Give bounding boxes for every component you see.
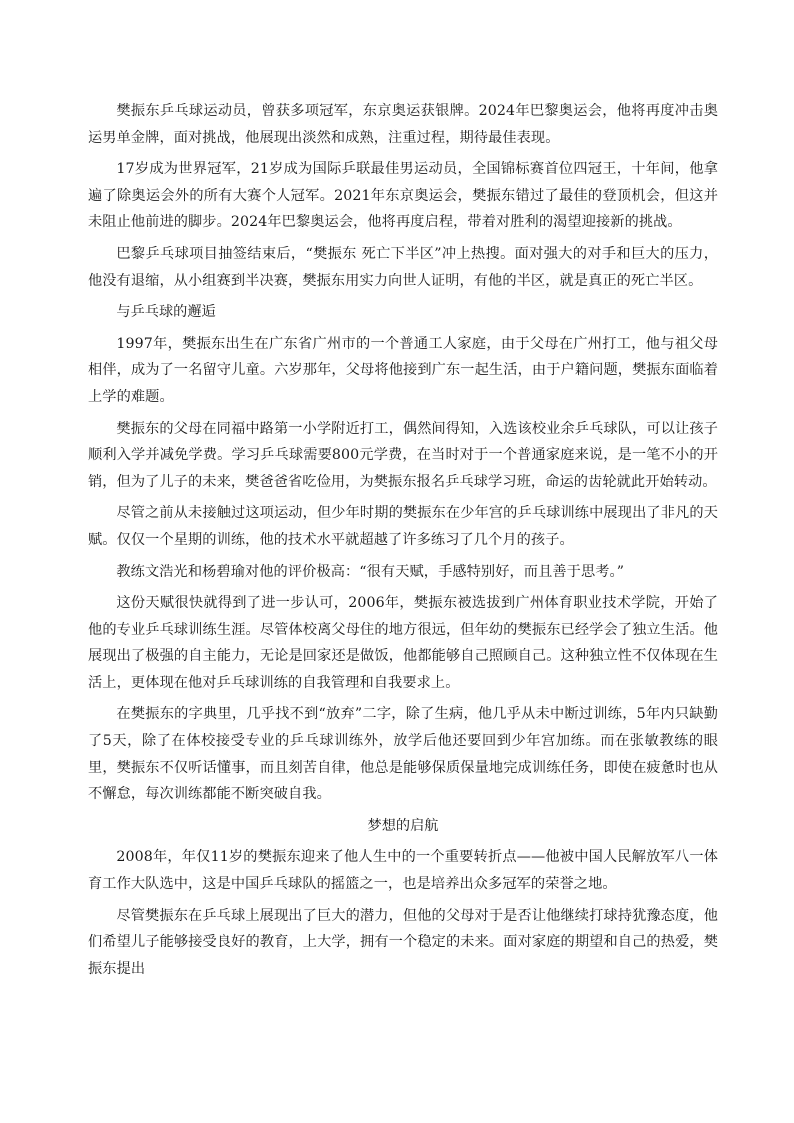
section2-paragraph-1: 2008年，年仅11岁的樊振东迎来了他人生中的一个重要转折点——他被中国人民解放军八一体育工作大队选中，这是中国乒乓球队的摇篮之一，也是培养出众多冠军的荣誉之地。 [88,849,718,893]
section1-paragraph-3: 尽管之前从未接触过这项运动，但少年时期的樊振东在少年宫的乒乓球训练中展现出了非凡的天赋。仅仅一个星期的训练，他的技术水平就超越了许多练习了几个月的孩子。 [88,505,718,548]
section-heading-encounter: 与乒乓球的邂逅 [116,304,216,321]
section1-paragraph-6: 在樊振东的字典里，几乎找不到“放弃”二字，除了生病，他几乎从未中断过训练，5年内只缺勤了5天，除了在体校接受专业的乒乓球训练外，放学后他还要回到少年宫加练。而在张敏教练的眼里，樊振东不仅听话懂事，而且刻苦自律，他总是能够保质保量地完成训练任务，即使在疲惫时也从不懈怠，每次训练都能不断突破自我。 [88,706,718,803]
section1-paragraph-1: 1997年，樊振东出生在广东省广州市的一个普通工人家庭，由于父母在广州打工，他与祖父母相伴，成为了一名留守儿童。六岁那年，父母将他接到广东一起生活，由于户籍问题，樊振东面临着上学的难题。 [88,335,718,405]
section1-paragraph-5: 这份天赋很快就得到了进一步认可，2006年，樊振东被选拔到广州体育职业技术学院，开始了他的专业乒乓球训练生涯。尽管体校离父母住的地方很远，但年幼的樊振东已经学会了独立生活。他展现出了极强的自主能力，无论是回家还是做饭，他都能够自己照顾自己。这种独立性不仅体现在生活上，更体现在他对乒乓球训练的自我管理和自我要求上。 [88,595,718,691]
intro-paragraph-1: 樊振东乒乓球运动员，曾获多项冠军，东京奥运获银牌。2024年巴黎奥运会，他将再度冲击奥运男单金牌，面对挑战，他展现出淡然和成熟，注重过程，期待最佳表现。 [88,103,718,146]
section1-paragraph-2: 樊振东的父母在同福中路第一小学附近打工，偶然间得知，入选该校业余乒乓球队，可以让孩子顺利入学并减免学费。学习乒乓球需要800元学费，在当时对于一个普通家庭来说，是一笔不小的开销，但为了儿子的未来，樊爸爸省吃俭用，为樊振东报名乒乓球学习班，命运的齿轮就此开始转动。 [88,420,718,490]
section2-paragraph-2: 尽管樊振东在乒乓球上展现出了巨大的潜力，但他的父母对于是否让他继续打球持犹豫态度，他们希望儿子能够接受良好的教育，上大学，拥有一个稳定的未来。面对家庭的期望和自己的热爱，樊振东提出 [88,907,718,977]
section-heading-dream: 梦想的启航 [367,817,439,834]
intro-paragraph-3: 巴黎乒乓球项目抽签结束后，“樊振东 死亡下半区”冲上热搜。面对强大的对手和巨大的压力，他没有退缩，从小组赛到半决赛，樊振东用实力向世人证明，有他的半区，就是真正的死亡半区。 [88,245,718,289]
section1-paragraph-4: 教练文浩光和杨碧瑜对他的评价极高：“很有天赋，手感特别好，而且善于思考。” [116,563,625,580]
intro-paragraph-2: 17岁成为世界冠军，21岁成为国际乒联最佳男运动员，全国锦标赛首位四冠王，十年间，他拿遍了除奥运会外的所有大赛个人冠军。2021年东京奥运会，樊振东错过了最佳的登顶机会，但这并未阻止他前进的脚步。2024年巴黎奥运会，他将再度启程，带着对胜利的渴望迎接新的挑战。 [88,161,718,231]
article-body [88,98,718,987]
